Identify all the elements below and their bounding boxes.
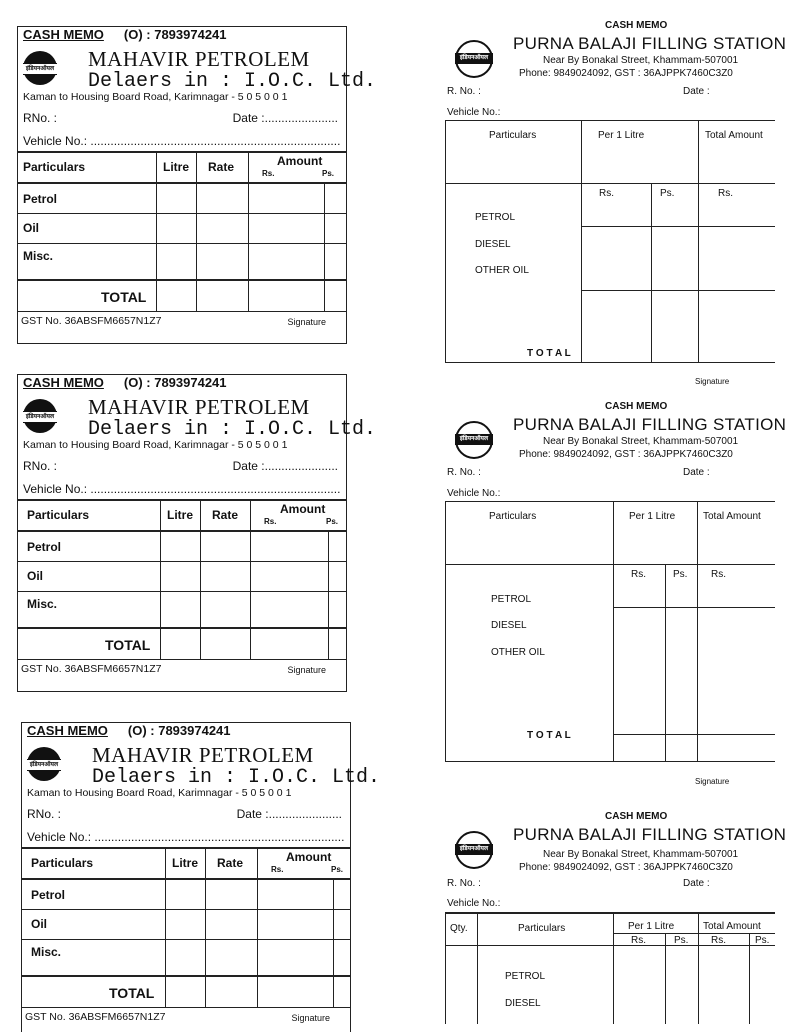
item-petrol: Petrol (31, 888, 66, 902)
item-petrol: Petrol (27, 540, 62, 554)
per-litre-header: Per 1 Litre (629, 511, 676, 522)
item-diesel: DIESEL (505, 998, 541, 1009)
rs-header: Rs. (599, 188, 614, 199)
qty-header: Qty. (450, 923, 468, 934)
signature-label: Signature (287, 317, 326, 327)
amount-rs-header: Rs. (711, 569, 726, 580)
station-name: MAHAVIR PETROLEM (92, 743, 314, 767)
rs-header: Rs. (271, 865, 284, 874)
date-label: Date :...................... (232, 111, 338, 125)
rno-label: R. No. : (447, 467, 481, 478)
dealers-line: Delaers in : I.O.C. Ltd. (88, 418, 377, 441)
gst-number: GST No. 36ABSFM6657N1Z7 (21, 663, 162, 675)
memo-header (23, 27, 227, 42)
date-label: Date : (683, 467, 710, 478)
rs-header: Rs. (631, 935, 646, 946)
ps-header: Ps. (326, 517, 339, 526)
item-petrol: Petrol (23, 192, 58, 206)
purna-memo-3 (445, 811, 786, 1024)
item-petrol: PETROL (491, 594, 532, 605)
per-litre-header: Per 1 Litre (598, 130, 645, 141)
cash-memo-title: CASH MEMO (23, 375, 104, 390)
vehicle-label: Vehicle No.: ........................................................................... (23, 482, 341, 496)
item-misc: Misc. (31, 945, 62, 959)
rno-label: R. No. : (447, 86, 481, 97)
gst-number: GST No. 36ABSFM6657N1Z7 (25, 1011, 166, 1023)
signature-label: Signature (287, 665, 326, 675)
date-label: Date : (683, 86, 710, 97)
cash-memo-title: CASH MEMO (27, 723, 108, 738)
signature-label: Signature (695, 377, 730, 386)
vehicle-label: Vehicle No.: (447, 898, 501, 909)
office-phone: (O) : 7893974241 (123, 27, 227, 42)
per-litre-header: Per 1 Litre (628, 921, 675, 932)
amount-header: Amount (280, 502, 326, 516)
rate-header: Rate (217, 856, 244, 870)
ps-header: Ps. (673, 569, 688, 580)
signature-label: Signature (291, 1013, 330, 1023)
dealers-line: Delaers in : I.O.C. Ltd. (88, 70, 377, 93)
rno-label: R. No. : (447, 878, 481, 889)
particulars-header: Particulars (518, 923, 566, 934)
amount-header: Amount (286, 850, 332, 864)
office-phone: (O) : 7893974241 (123, 375, 227, 390)
amount-rs-header: Rs. (711, 935, 726, 946)
total-label: TOTAL (101, 289, 147, 305)
rs-header: Rs. (631, 569, 646, 580)
memo-header (23, 375, 227, 390)
particulars-header: Particulars (31, 856, 94, 870)
item-other-oil: OTHER OIL (491, 647, 545, 658)
cash-memo-title: CASH MEMO (605, 20, 668, 31)
item-diesel: DIESEL (475, 239, 511, 250)
indianoil-logo-icon: इंडियनऑयल (455, 40, 493, 78)
indianoil-logo-icon: इंडियनऑयल (23, 399, 57, 433)
address: Near By Bonakal Street, Khammam-507001 (543, 849, 739, 860)
rate-header: Rate (212, 508, 239, 522)
total-label: TOTAL (109, 985, 155, 1001)
station-name: PURNA BALAJI FILLING STATION (513, 34, 786, 53)
vehicle-label: Vehicle No.: (447, 488, 501, 499)
indianoil-logo-icon: इंडियनऑयल (455, 421, 493, 459)
station-name: PURNA BALAJI FILLING STATION (513, 415, 786, 434)
particulars-header: Particulars (489, 511, 537, 522)
amount-rs-header: Rs. (718, 188, 733, 199)
cash-memo-title: CASH MEMO (605, 811, 668, 822)
item-diesel: DIESEL (491, 620, 527, 631)
rate-header: Rate (208, 160, 235, 174)
address: Kaman to Housing Board Road, Karimnagar - 5 0 5 0 0 1 (23, 91, 288, 103)
mahavir-memo-1 (17, 26, 377, 344)
mahavir-memo-3 (21, 722, 381, 1032)
item-oil: Oil (23, 221, 40, 235)
memo-table (17, 499, 347, 501)
vehicle-label: Vehicle No.: ........................................................................... (23, 134, 341, 148)
ps-header: Ps. (331, 865, 344, 874)
purna-memo-1 (445, 20, 786, 388)
total-amount-header: Total Amount (703, 921, 761, 932)
rs-header: Rs. (262, 169, 275, 178)
item-oil: Oil (31, 917, 48, 931)
item-oil: Oil (27, 569, 44, 583)
date-label: Date :...................... (232, 459, 338, 473)
litre-header: Litre (167, 508, 194, 522)
address: Near By Bonakal Street, Khammam-507001 (543, 55, 739, 66)
total-amount-header: Total Amount (705, 130, 763, 141)
total-amount-header: Total Amount (703, 511, 761, 522)
date-label: Date : (683, 878, 710, 889)
rno-label: RNo. : (27, 807, 62, 821)
address: Kaman to Housing Board Road, Karimnagar - 5 0 5 0 0 1 (27, 787, 292, 799)
item-petrol: PETROL (475, 212, 516, 223)
memo-table (21, 847, 351, 849)
ps-header: Ps. (322, 169, 335, 178)
cash-memo-title: CASH MEMO (23, 27, 104, 42)
dealers-line: Delaers in : I.O.C. Ltd. (92, 766, 381, 789)
amount-ps-header: Ps. (755, 935, 770, 946)
address: Near By Bonakal Street, Khammam-507001 (543, 436, 739, 447)
station-name: MAHAVIR PETROLEM (88, 47, 310, 71)
item-misc: Misc. (23, 249, 54, 263)
litre-header: Litre (172, 856, 199, 870)
ps-header: Ps. (660, 188, 675, 199)
rno-label: RNo. : (23, 111, 58, 125)
memo-header (27, 723, 231, 738)
litre-header: Litre (163, 160, 190, 174)
item-misc: Misc. (27, 597, 58, 611)
rs-header: Rs. (264, 517, 277, 526)
item-other-oil: OTHER OIL (475, 265, 529, 276)
item-petrol: PETROL (505, 971, 546, 982)
ps-header: Ps. (674, 935, 689, 946)
total-label: T O T A L (527, 730, 571, 741)
total-label: T O T A L (527, 348, 571, 359)
signature-label: Signature (695, 777, 730, 786)
particulars-header: Particulars (27, 508, 90, 522)
station-name: MAHAVIR PETROLEM (88, 395, 310, 419)
date-label: Date :...................... (236, 807, 342, 821)
phone-gst: Phone: 9849024092, GST : 36AJPPK7460C3Z0 (519, 862, 733, 873)
memo-table (17, 151, 347, 153)
address: Kaman to Housing Board Road, Karimnagar - 5 0 5 0 0 1 (23, 439, 288, 451)
office-phone: (O) : 7893974241 (127, 723, 231, 738)
phone-gst: Phone: 9849024092, GST : 36AJPPK7460C3Z0 (519, 449, 733, 460)
vehicle-label: Vehicle No.: ........................................................................... (27, 830, 345, 844)
total-label: TOTAL (105, 637, 151, 653)
purna-memo-2 (445, 401, 786, 786)
amount-header: Amount (277, 154, 323, 168)
station-name: PURNA BALAJI FILLING STATION (513, 825, 786, 844)
mahavir-memo-2 (17, 374, 377, 692)
vehicle-label: Vehicle No.: (447, 107, 501, 118)
particulars-header: Particulars (23, 160, 86, 174)
particulars-header: Particulars (489, 130, 537, 141)
indianoil-logo-icon: इंडियनऑयल (27, 747, 61, 781)
gst-number: GST No. 36ABSFM6657N1Z7 (21, 315, 162, 327)
indianoil-logo-icon: इंडियनऑयल (23, 51, 57, 85)
indianoil-logo-icon: इंडियनऑयल (455, 831, 493, 869)
phone-gst: Phone: 9849024092, GST : 36AJPPK7460C3Z0 (519, 68, 733, 79)
rno-label: RNo. : (23, 459, 58, 473)
cash-memo-title: CASH MEMO (605, 401, 668, 412)
